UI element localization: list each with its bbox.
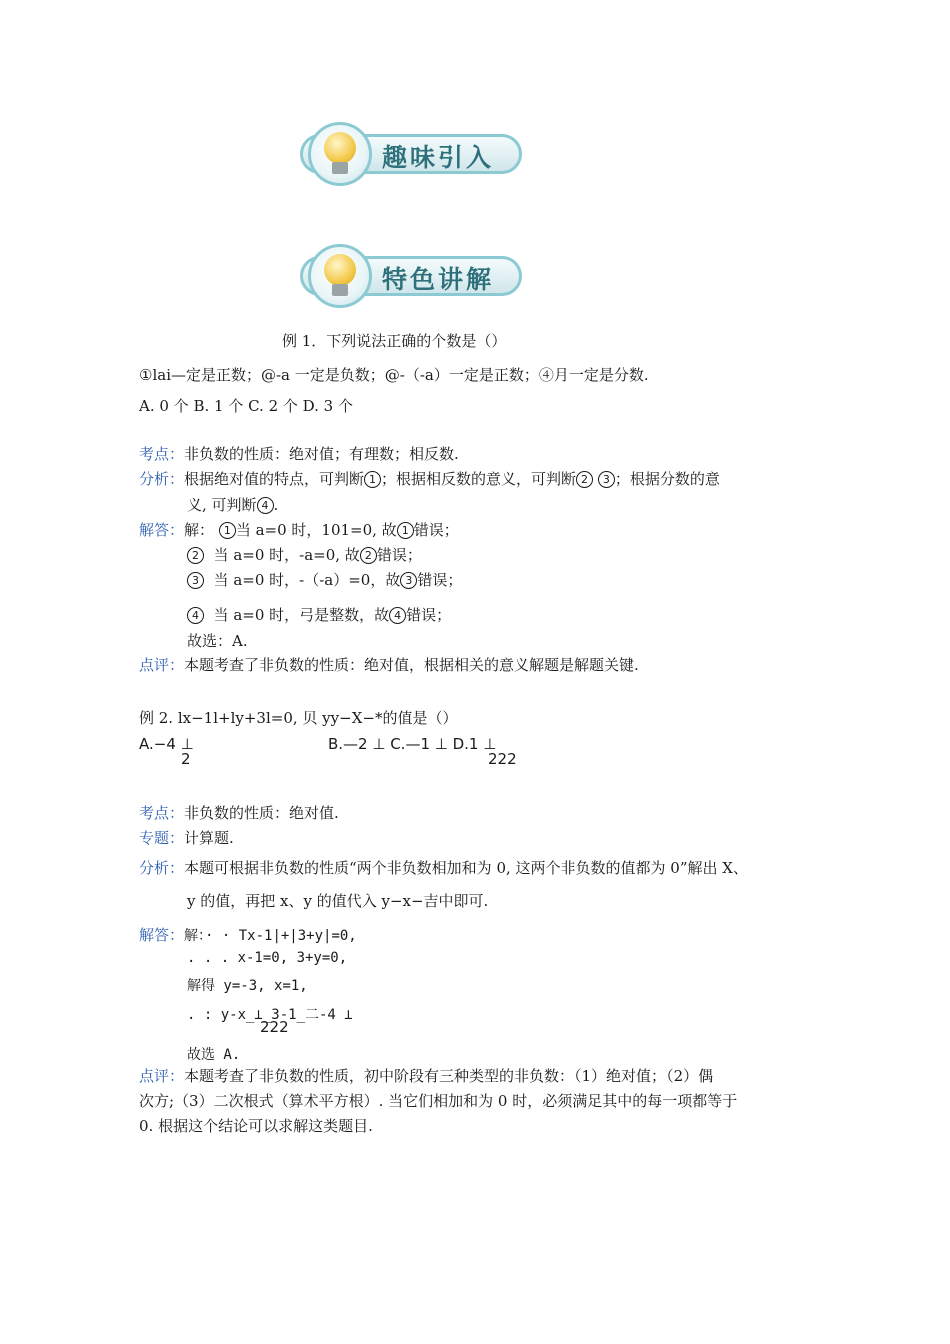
jieda-text: 错误；	[417, 571, 463, 589]
jieda-label: 解答：	[139, 521, 185, 539]
fenxi-label: 分析：	[139, 470, 185, 488]
circled-number: 4	[187, 607, 204, 624]
bulb-base-icon	[332, 162, 348, 174]
dianping-label: 点评：	[139, 656, 185, 674]
ex1-jieda-4	[187, 604, 451, 625]
lightbulb-icon	[324, 132, 356, 164]
fraction-bar: ⊥	[483, 735, 497, 753]
jieda-text: 解：· · Tx-1|+|3+y|=0,	[184, 928, 357, 944]
circled-number: 4	[389, 607, 406, 624]
circled-number: 1	[364, 471, 381, 488]
circled-number: 2	[187, 547, 204, 564]
ex2-jieda-1	[139, 924, 357, 945]
kaodian-text: 非负数的性质：绝对值；有理数；相反数.	[184, 445, 459, 463]
ex1-options: A. 0 个 B. 1 个 C. 2 个 D. 3 个	[139, 397, 353, 415]
dianping-text: 本题考查了非负数的性质：绝对值，根据相关的意义解题是解题关键.	[184, 656, 639, 674]
ex2-jieda-3: 解得 y=-3, x=1,	[187, 978, 308, 994]
circled-number: 1	[397, 522, 414, 539]
ex2-option-a-den: 2	[181, 750, 191, 768]
ex1-fenxi	[139, 468, 720, 489]
jieda-label: 解答：	[139, 926, 185, 944]
explain-banner	[290, 240, 530, 316]
jieda-text: 当 a=0 时，-（-a）=0，故	[213, 571, 401, 589]
kaodian-label: 考点：	[139, 804, 185, 822]
circled-number: 3	[187, 572, 204, 589]
lightbulb-icon	[324, 254, 356, 286]
ex2-conclusion: 故选 A.	[187, 1047, 241, 1063]
ex1-jieda-2	[187, 544, 422, 565]
ex2-options-den: 222	[488, 750, 517, 768]
circled-number: 4	[257, 497, 274, 514]
ex2-dianping-2: 次方;（3）二次根式（算术平方根）. 当它们相加和为 0 时，必须满足其中的每一项都等于	[139, 1092, 738, 1110]
ex2-question: 例 2. lx−1l+ly+3l=0, 贝 yy−X−*的值是（）	[139, 709, 458, 727]
intro-banner	[290, 118, 530, 194]
zhuanti-label: 专题：	[139, 829, 185, 847]
option-a-text: A.−4	[139, 735, 176, 753]
ex2-dianping-3: 0. 根据这个结论可以求解这类题目.	[139, 1117, 373, 1135]
bulb-base-icon	[332, 284, 348, 296]
kaodian-text: 非负数的性质：绝对值.	[184, 804, 339, 822]
circled-number: 2	[360, 547, 377, 564]
jieda-text: 错误；	[413, 521, 459, 539]
fenxi-text: ；根据分数的意	[614, 470, 720, 488]
ex1-jieda-3	[187, 569, 462, 590]
ex2-dianping-1	[139, 1065, 713, 1086]
ex1-kaodian	[139, 443, 459, 464]
circled-number: 1	[219, 522, 236, 539]
fenxi-text: 根据绝对值的特点，可判断	[184, 470, 365, 488]
ex1-jieda-1	[139, 519, 459, 540]
fenxi-label: 分析：	[139, 859, 185, 877]
circled-number: 3	[598, 471, 615, 488]
fraction-bar: ⊥	[180, 735, 194, 753]
ex2-fenxi	[139, 857, 748, 878]
fenxi-text: 义, 可判断	[187, 496, 257, 514]
fenxi-text: ；根据相反数的意义，可判断	[381, 470, 577, 488]
ex1-conclusion: 故选：A.	[187, 632, 248, 650]
ex1-dianping	[139, 654, 639, 675]
jieda-text: 当 a=0 时，-a=0, 故	[213, 546, 360, 564]
jieda-text: 当 a=0 时，101=0, 故	[235, 521, 397, 539]
ex2-options-bcd	[328, 735, 496, 753]
ex1-question: 例 1．下列说法正确的个数是（）	[282, 332, 507, 350]
jieda-text: 错误；	[376, 546, 422, 564]
jieda-text: 当 a=0 时，弓是整数，故	[213, 606, 390, 624]
explain-banner-title: 特色讲解	[382, 265, 495, 294]
ex2-zhuanti	[139, 827, 234, 848]
ex1-statements: ①lai—定是正数；@-a 一定是负数；@-（-a）一定是正数；④月一定是分数.	[139, 366, 649, 384]
ex2-jieda-4: . : y-x_⊥_3-1_二-4 ⊥	[187, 1007, 353, 1023]
circled-number: 2	[576, 471, 593, 488]
ex1-fenxi-cont: 义, 可判断 4 .	[187, 496, 279, 514]
dianping-text: 本题考查了非负数的性质，初中阶段有三种类型的非负数：（1）绝对值；（2）偶	[184, 1067, 714, 1085]
dianping-label: 点评：	[139, 1067, 185, 1085]
circled-number: 3	[400, 572, 417, 589]
jieda-text: 错误；	[406, 606, 452, 624]
ex2-jieda-4-den: 222	[260, 1018, 289, 1036]
ex2-fenxi-cont: y 的值，再把 x、y 的值代入 y−x−吉中即可.	[187, 892, 489, 910]
ex2-kaodian	[139, 802, 339, 823]
ex2-jieda-2: . . . x-1=0, 3+y=0,	[187, 950, 348, 966]
zhuanti-text: 计算题.	[184, 829, 234, 847]
jieda-text: 解：	[184, 521, 215, 539]
kaodian-label: 考点：	[139, 445, 185, 463]
fenxi-text: 本题可根据非负数的性质“两个非负数相加和为 0, 这两个非负数的值都为 0”解出 X、	[184, 859, 748, 877]
options-bcd-text: B.—2 ⊥ C.—1 ⊥ D.1	[328, 735, 479, 753]
intro-banner-title: 趣味引入	[382, 143, 495, 172]
